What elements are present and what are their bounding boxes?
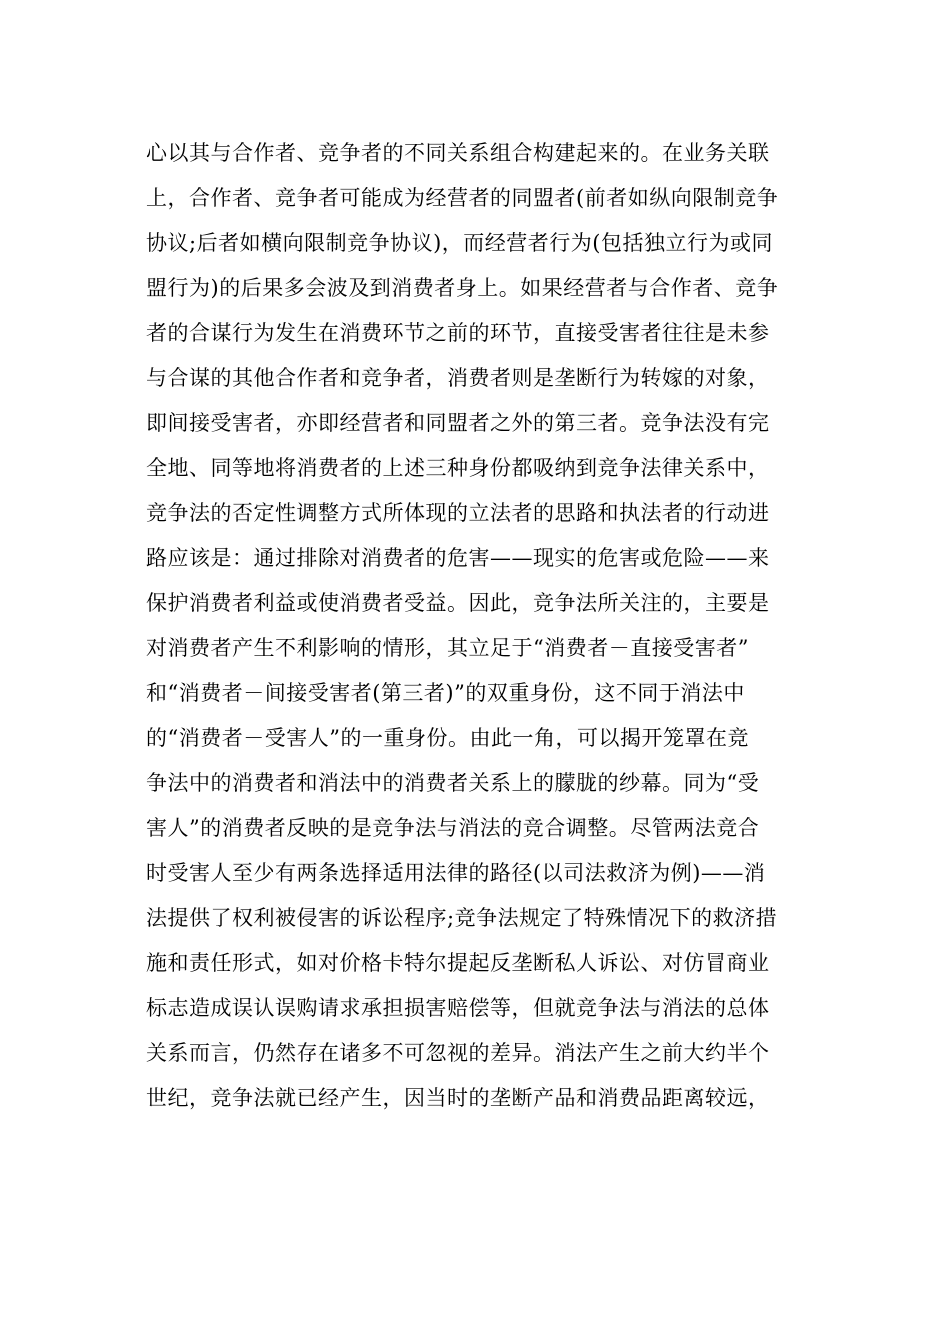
text-line: 竞争法的否定性调整方式所体现的立法者的思路和执法者的行动进 xyxy=(146,501,770,525)
text-line: 上，合作者、竞争者可能成为经营者的同盟者(前者如纵向限制竞争 xyxy=(146,186,779,210)
body-text xyxy=(146,131,806,1121)
text-line: 盟行为)的后果多会波及到消费者身上。如果经营者与合作者、竞争 xyxy=(146,276,779,300)
text-line: 争法中的消费者和消法中的消费者关系上的朦胧的纱幕。同为“受 xyxy=(146,771,760,795)
text-line: 保护消费者利益或使消费者受益。因此，竞争法所关注的，主要是 xyxy=(146,591,770,615)
text-line: 者的合谋行为发生在消费环节之前的环节，直接受害者往往是未参 xyxy=(146,321,770,345)
text-line: 法提供了权利被侵害的诉讼程序;竞争法规定了特殊情况下的救济措 xyxy=(146,906,778,930)
text-line: 路应该是：通过排除对消费者的危害——现实的危害或危险——来 xyxy=(146,546,770,570)
text-line: 世纪，竞争法就已经产生，因当时的垄断产品和消费品距离较远， xyxy=(146,1086,770,1110)
text-line: 与合谋的其他合作者和竞争者，消费者则是垄断行为转嫁的对象， xyxy=(146,366,770,390)
text-line: 对消费者产生不利影响的情形，其立足于“消费者－直接受害者” xyxy=(146,636,749,660)
text-line: 即间接受害者，亦即经营者和同盟者之外的第三者。竞争法没有完 xyxy=(146,411,770,435)
text-line: 协议;后者如横向限制竞争协议)，而经营者行为(包括独立行为或同 xyxy=(146,231,773,255)
text-line: 和“消费者－间接受害者(第三者)”的双重身份，这不同于消法中 xyxy=(146,681,745,705)
text-line: 害人”的消费者反映的是竞争法与消法的竞合调整。尽管两法竞合 xyxy=(146,816,760,840)
text-line: 的“消费者－受害人”的一重身份。由此一角，可以揭开笼罩在竞 xyxy=(146,726,749,750)
text-line: 心以其与合作者、竞争者的不同关系组合构建起来的。在业务关联 xyxy=(146,141,770,165)
text-line: 时受害人至少有两条选择适用法律的路径(以司法救济为例)——消 xyxy=(146,861,766,885)
text-line: 关系而言，仍然存在诸多不可忽视的差异。消法产生之前大约半个 xyxy=(146,1041,770,1065)
text-line: 标志造成误认误购请求承担损害赔偿等，但就竞争法与消法的总体 xyxy=(146,996,770,1020)
text-line: 全地、同等地将消费者的上述三种身份都吸纳到竞争法律关系中， xyxy=(146,456,770,480)
text-line: 施和责任形式，如对价格卡特尔提起反垄断私人诉讼、对仿冒商业 xyxy=(146,951,770,975)
